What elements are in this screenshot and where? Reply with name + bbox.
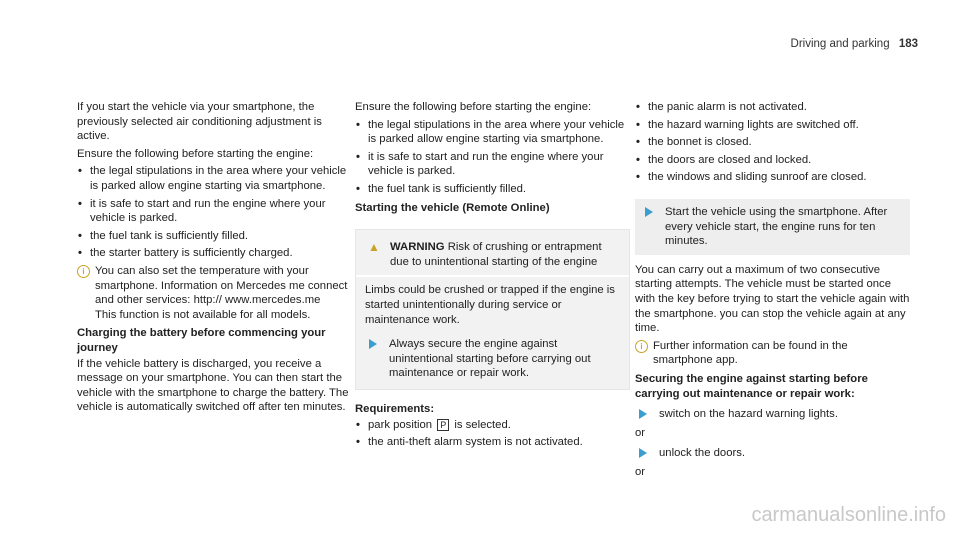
column-1 <box>77 100 352 418</box>
list-item: • the panic alarm is not activated. <box>636 101 807 113</box>
ensure-list <box>355 118 630 197</box>
warning-body <box>356 277 629 389</box>
arrow-right-icon <box>369 339 377 349</box>
charging-heading: Charging the battery before commencing your journey <box>77 327 326 354</box>
ensure-text: Ensure the following before starting the engine: <box>355 101 592 113</box>
list-item: • the starter battery is sufficiently charged. <box>78 247 293 260</box>
or-text: or <box>635 465 646 478</box>
info-icon: i <box>635 340 648 353</box>
arrow-right-icon <box>639 409 647 419</box>
start-action-text: Start the vehicle using the smartphone. After every vehicle start, the engine runs for ten minutes. <box>665 205 888 248</box>
requirements-list <box>355 418 630 450</box>
page-number: 183 <box>898 38 918 50</box>
list-item: • the doors are closed and locked. <box>636 153 812 166</box>
start-action-box <box>635 199 910 255</box>
start-action <box>641 205 902 249</box>
warning-triangle-icon: ▲ <box>368 240 380 255</box>
ensure-list <box>77 164 352 261</box>
intro-text: If you start the vehicle via your smartphone, the previously selected air conditioning adjustment is active. <box>77 101 322 143</box>
or-text: or <box>635 426 646 439</box>
info-note <box>77 264 352 322</box>
warning-text: Risk of crushing or entrapment due to unintentional starting of the engine <box>390 241 602 268</box>
list-item: • park position P is selected. <box>356 418 511 431</box>
list-item: • the legal stipulations in the area where your vehicle is parked allow engine starting via smartphone. <box>78 165 347 192</box>
info-icon: i <box>77 265 90 278</box>
section-title: Driving and parking <box>790 38 890 50</box>
list-item: • it is safe to start and run the engine where your vehicle is parked. <box>356 150 604 178</box>
action-hazard: switch on the hazard warning lights. <box>635 407 910 422</box>
park-position-symbol: P <box>437 419 449 431</box>
info-note <box>635 339 910 368</box>
ensure-text: Ensure the following before starting the engine: <box>77 147 314 160</box>
list-item: • the anti-theft alarm system is not activated. <box>356 436 583 449</box>
action-unlock: unlock the doors. <box>635 446 910 461</box>
list-item: • the legal stipulations in the area where your vehicle is parked allow engine starting via smartphone. <box>356 118 625 146</box>
list-item: • the hazard warning lights are switched off. <box>636 118 859 131</box>
requirements-list-cont <box>635 100 910 185</box>
arrow-right-icon <box>639 448 647 458</box>
list-item: • the bonnet is closed. <box>636 136 752 149</box>
warning-box <box>355 229 630 390</box>
requirements-heading: Requirements: <box>355 402 435 415</box>
column-2 <box>355 100 630 453</box>
warning-body-text: Limbs could be crushed or trapped if the engine is started unintentionally during service or maintenance work. <box>365 284 615 326</box>
list-item: • the windows and sliding sunroof are closed. <box>636 171 867 184</box>
info-note-text: Further information can be found in the smartphone app. <box>653 339 848 367</box>
list-item: • it is safe to start and run the engine where your vehicle is parked. <box>78 197 326 225</box>
info-note-text: You can also set the temperature with your smartphone. Information on Mercedes me connect and other services: http:// www.mercedes.me This function is not available for all models. <box>95 264 348 321</box>
warning-action <box>365 337 621 381</box>
max-attempts-text: You can carry out a maximum of two consecutive starting attempts. The vehicle must be started once with the key before trying to start the vehicle again with the smartphone. you can stop the vehicle again at any time. <box>635 263 910 335</box>
warning-action-text: Always secure the engine against unintentional starting before carrying out maintenance or repair work. <box>389 338 591 380</box>
page-header <box>791 38 918 50</box>
column-3 <box>635 100 910 482</box>
warning-header <box>356 230 629 275</box>
list-item: • the fuel tank is sufficiently filled. <box>78 229 249 242</box>
watermark: carmanualsonline.info <box>751 504 946 526</box>
warning-label: WARNING <box>390 241 445 254</box>
list-item: • the fuel tank is sufficiently filled. <box>356 182 527 195</box>
starting-heading: Starting the vehicle (Remote Online) <box>355 201 550 214</box>
arrow-right-icon <box>645 207 653 217</box>
charging-text: If the vehicle battery is discharged, you receive a message on your smartphone. You can then start the vehicle with the smartphone to charge the battery. The vehicle is automatically switched off after ten minutes. <box>77 357 349 414</box>
securing-heading: Securing the engine against starting before carrying out maintenance or repair work: <box>635 372 868 400</box>
